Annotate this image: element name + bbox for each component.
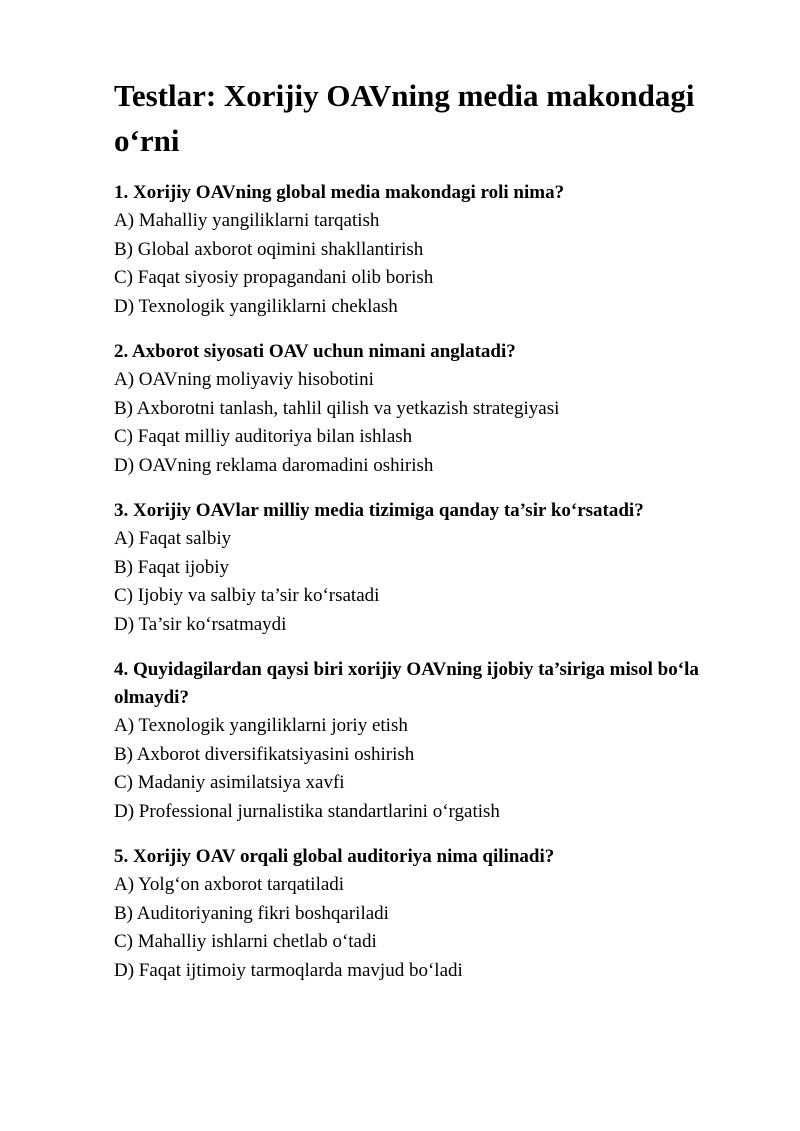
question-1 — [114, 179, 754, 321]
question-text: 2. Axborot siyosati OAV uchun nimani anglatadi? — [114, 341, 516, 362]
question-5 — [114, 843, 754, 985]
option-a: A) Texnologik yangiliklarni joriy etish — [114, 715, 408, 736]
option-b: B) Axborotni tanlash, tahlil qilish va yetkazish strategiyasi — [114, 397, 560, 419]
option-c: C) Faqat milliy auditoriya bilan ishlash — [114, 426, 413, 447]
question-text: 3. Xorijiy OAVlar milliy media tizimiga qanday ta’sir ko‘rsatadi? — [114, 500, 644, 521]
option-c: C) Faqat siyosiy propagandani olib borish — [114, 267, 434, 288]
option-b: B) Faqat ijobiy — [114, 556, 230, 578]
question-2 — [114, 338, 754, 480]
question-text: 4. Quyidagilardan qaysi biri xorijiy OAVning ijobiy ta’siriga misol bo‘la olmaydi? — [114, 659, 699, 708]
option-a: A) OAVning moliyaviy hisobotini — [114, 369, 374, 390]
option-c: C) Madaniy asimilatsiya xavfi — [114, 772, 345, 793]
option-d: D) Ta’sir ko‘rsatmaydi — [114, 613, 287, 635]
option-d: D) Professional jurnalistika standartlarini o‘rgatish — [114, 800, 500, 822]
option-d: D) Faqat ijtimoiy tarmoqlarda mavjud bo‘ladi — [114, 959, 463, 981]
option-d: D) Texnologik yangiliklarni cheklash — [114, 295, 398, 317]
option-b: B) Auditoriyaning fikri boshqariladi — [114, 902, 389, 924]
option-c: C) Ijobiy va salbiy ta’sir ko‘rsatadi — [114, 585, 380, 606]
question-text: 5. Xorijiy OAV orqali global auditoriya nima qilinadi? — [114, 846, 555, 867]
question-3 — [114, 497, 754, 639]
option-a: A) Faqat salbiy — [114, 528, 232, 549]
option-c: C) Mahalliy ishlarni chetlab o‘tadi — [114, 931, 377, 952]
option-b: B) Axborot diversifikatsiyasini oshirish — [114, 743, 415, 765]
option-d: D) OAVning reklama daromadini oshirish — [114, 454, 434, 476]
option-b: B) Global axborot oqimini shakllantirish — [114, 238, 424, 260]
page-title: Testlar: Xorijiy OAVning media makondagi o‘rni — [114, 78, 695, 158]
option-a: A) Mahalliy yangiliklarni tarqatish — [114, 210, 380, 231]
option-a: A) Yolg‘on axborot tarqatiladi — [114, 874, 345, 895]
question-text: 1. Xorijiy OAVning global media makondagi roli nima? — [114, 182, 565, 203]
question-4 — [114, 656, 754, 826]
document-page — [114, 73, 754, 1002]
